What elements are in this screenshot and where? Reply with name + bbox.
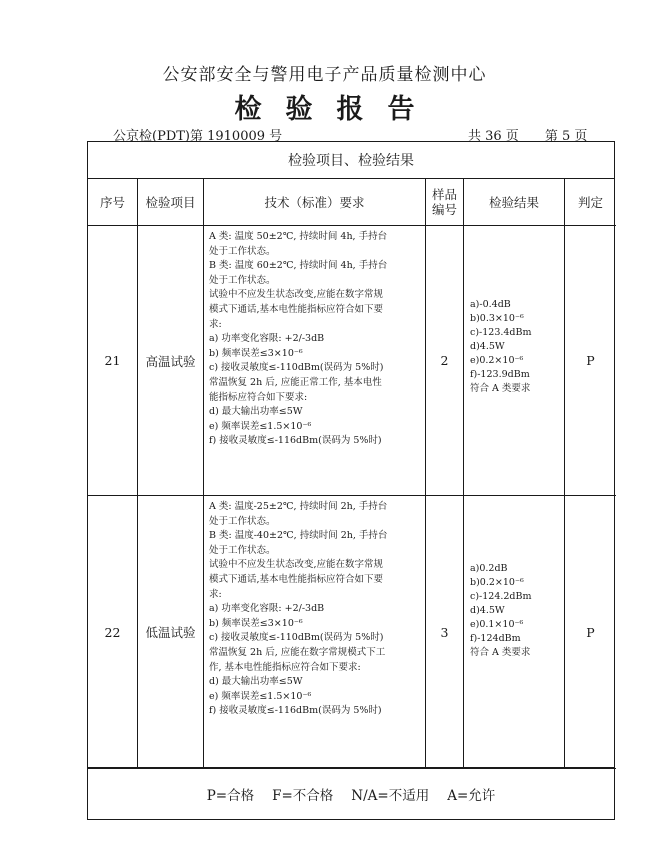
requirement-line: 模式下通话,基本电性能指标应符合如下要 — [209, 573, 384, 585]
requirement-line: a) 功率变化容限: +2/-3dB — [209, 333, 325, 345]
result-line: b)0.3×10⁻⁶ — [470, 313, 524, 324]
result-line: e)0.2×10⁻⁶ — [470, 355, 524, 366]
requirement-line: 求: — [209, 588, 222, 600]
row-21-item: 高温试验 — [138, 226, 204, 496]
requirement-line: 处于工作状态。 — [209, 515, 276, 527]
requirement-line: d) 最大输出功率≤5W — [209, 406, 303, 418]
row-21-requirements — [204, 226, 426, 496]
section-title: 检验项目、检验结果 — [88, 142, 614, 179]
requirement-line: 能指标应符合如下要求: — [209, 391, 308, 403]
requirement-line: f) 接收灵敏度≤-116dBm(误码为 5%时) — [209, 705, 382, 717]
requirement-line: 求: — [209, 318, 222, 330]
row-21-no: 21 — [88, 226, 138, 496]
organization-title: 公安部安全与警用电子产品质量检测中心 — [162, 65, 487, 85]
requirement-line: e) 频率误差≤1.5×10⁻⁶ — [209, 690, 312, 702]
legend-not-applicable: N/A=不适用 — [351, 787, 430, 804]
row-22-item: 低温试验 — [138, 496, 204, 769]
requirement-line: b) 频率误差≤3×10⁻⁶ — [209, 347, 303, 359]
requirement-line: 试验中不应发生状态改变,应能在数字常规 — [209, 559, 384, 571]
result-line: c)-124.2dBm — [470, 591, 532, 602]
requirement-line: c) 接收灵敏度≤-110dBm(误码为 5%时) — [209, 362, 384, 374]
requirement-line: B 类: 温度 60±2℃, 持续时间 4h, 手持台 — [209, 260, 388, 272]
requirement-line: 处于工作状态。 — [209, 544, 276, 556]
column-header-no: 序号 — [88, 179, 138, 226]
requirement-line: d) 最大输出功率≤5W — [209, 676, 303, 688]
requirement-line: 作, 基本电性能指标应符合如下要求: — [209, 661, 361, 673]
total-pages: 共 36 页 — [468, 129, 519, 144]
legend-fail: F=不合格 — [272, 787, 334, 804]
row-22-no: 22 — [88, 496, 138, 769]
legend-pass: P=合格 — [206, 787, 255, 804]
result-line: 符合 A 类要求 — [470, 647, 531, 658]
result-line: e)0.1×10⁻⁶ — [470, 619, 524, 630]
requirement-line: b) 频率误差≤3×10⁻⁶ — [209, 617, 303, 629]
column-header-item: 检验项目 — [138, 179, 204, 226]
result-line: 符合 A 类要求 — [470, 383, 531, 394]
row-21-sample: 2 — [426, 226, 464, 496]
result-line: b)0.2×10⁻⁶ — [470, 577, 524, 588]
row-22-sample: 3 — [426, 496, 464, 769]
result-line: f)-123.9dBm — [470, 369, 530, 380]
document-number: 公京检(PDT)第 1910009 号 — [113, 129, 283, 144]
requirement-line: e) 频率误差≤1.5×10⁻⁶ — [209, 420, 312, 432]
results-table — [87, 141, 615, 820]
requirement-line: B 类: 温度-40±2℃, 持续时间 2h, 手持台 — [209, 530, 388, 542]
requirement-line: 处于工作状态。 — [209, 274, 276, 286]
requirement-line: 模式下通话,基本电性能指标应符合如下要 — [209, 303, 384, 315]
requirement-line: A 类: 温度-25±2℃, 持续时间 2h, 手持台 — [209, 501, 388, 512]
result-line: d)4.5W — [470, 341, 505, 352]
column-header-verdict: 判定 — [565, 179, 616, 226]
column-header-sample: 样品编号 — [426, 179, 464, 226]
row-22-requirements — [204, 496, 426, 769]
requirement-line: 试验中不应发生状态改变,应能在数字常规 — [209, 289, 384, 301]
result-line: f)-124dBm — [470, 633, 521, 644]
verdict-legend — [88, 767, 614, 819]
result-line: a)-0.4dB — [470, 299, 511, 310]
row-21-results — [464, 226, 565, 496]
row-22-results — [464, 496, 565, 769]
current-page: 第 5 页 — [544, 129, 588, 144]
report-title: 检验报告 — [234, 94, 439, 125]
column-header-result: 检验结果 — [464, 179, 565, 226]
result-line: c)-123.4dBm — [470, 327, 532, 338]
result-line: d)4.5W — [470, 605, 505, 616]
requirement-line: 处于工作状态。 — [209, 245, 276, 257]
legend-allowed: A=允许 — [447, 787, 496, 804]
column-header-requirement: 技术（标准）要求 — [204, 179, 426, 226]
row-22-verdict: P — [565, 496, 616, 769]
row-21-verdict: P — [565, 226, 616, 496]
requirement-line: 常温恢复 2h 后, 应能正常工作, 基本电性 — [209, 376, 382, 388]
requirement-line: a) 功率变化容限: +2/-3dB — [209, 603, 325, 615]
requirement-line: f) 接收灵敏度≤-116dBm(误码为 5%时) — [209, 435, 382, 447]
requirement-line: c) 接收灵敏度≤-110dBm(误码为 5%时) — [209, 632, 384, 644]
result-line: a)0.2dB — [470, 563, 508, 574]
requirement-line: A 类: 温度 50±2℃, 持续时间 4h, 手持台 — [209, 231, 388, 242]
requirement-line: 常温恢复 2h 后, 应能在数字常规模式下工 — [209, 646, 386, 658]
